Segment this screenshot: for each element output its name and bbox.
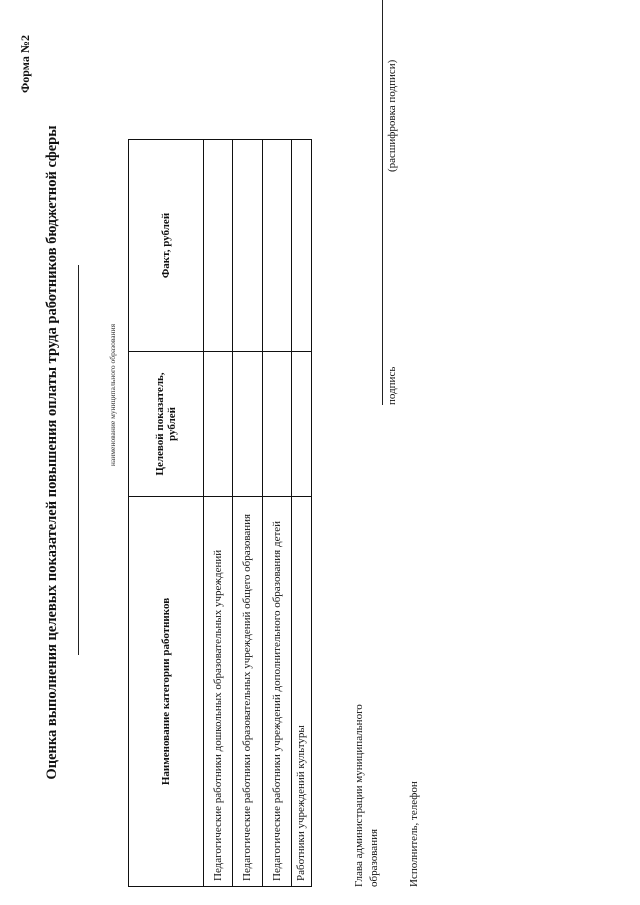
target-cell[interactable] xyxy=(233,352,262,497)
category-cell: Педагогические работники дошкольных образовательных учреждений xyxy=(203,497,232,887)
head-label-line1: Глава администрации муниципального xyxy=(353,704,365,887)
head-signatory-label xyxy=(352,704,382,887)
decoding-caption: (расшифровка подписи) xyxy=(386,59,398,172)
municipality-caption: наименование муниципального образования xyxy=(108,323,117,467)
column-header-category: Наименование категории работников xyxy=(129,497,204,887)
category-cell: Педагогические работники образовательных учреждений общего образования xyxy=(233,497,262,887)
target-cell[interactable] xyxy=(262,352,291,497)
column-header-target: Целевой показатель, рублей xyxy=(129,352,204,497)
indicators-table xyxy=(128,139,312,887)
signature-caption: подпись xyxy=(386,366,398,405)
signature-line xyxy=(382,0,383,405)
table-row xyxy=(262,140,291,887)
executor-phone-label: Исполнитель, телефон xyxy=(408,781,420,887)
fact-cell[interactable] xyxy=(233,140,262,352)
fact-cell[interactable] xyxy=(291,140,311,352)
category-cell: Педагогические работники учреждений дополнительного образования детей xyxy=(262,497,291,887)
fact-cell[interactable] xyxy=(262,140,291,352)
table-row xyxy=(203,140,232,887)
category-cell: Работники учреждений культуры xyxy=(291,497,311,887)
table-header-row xyxy=(129,140,204,887)
head-label-line2: образования xyxy=(368,828,380,887)
document-title: Оценка выполнения целевых показателей повышения оплаты труда работников бюджетной сферы xyxy=(44,125,60,780)
municipality-line xyxy=(78,265,79,655)
table-row xyxy=(291,140,311,887)
form-number: Форма №2 xyxy=(18,35,32,93)
fact-cell[interactable] xyxy=(203,140,232,352)
target-cell[interactable] xyxy=(291,352,311,497)
target-cell[interactable] xyxy=(203,352,232,497)
table-row xyxy=(233,140,262,887)
column-header-fact: Факт, рублей xyxy=(129,140,204,352)
